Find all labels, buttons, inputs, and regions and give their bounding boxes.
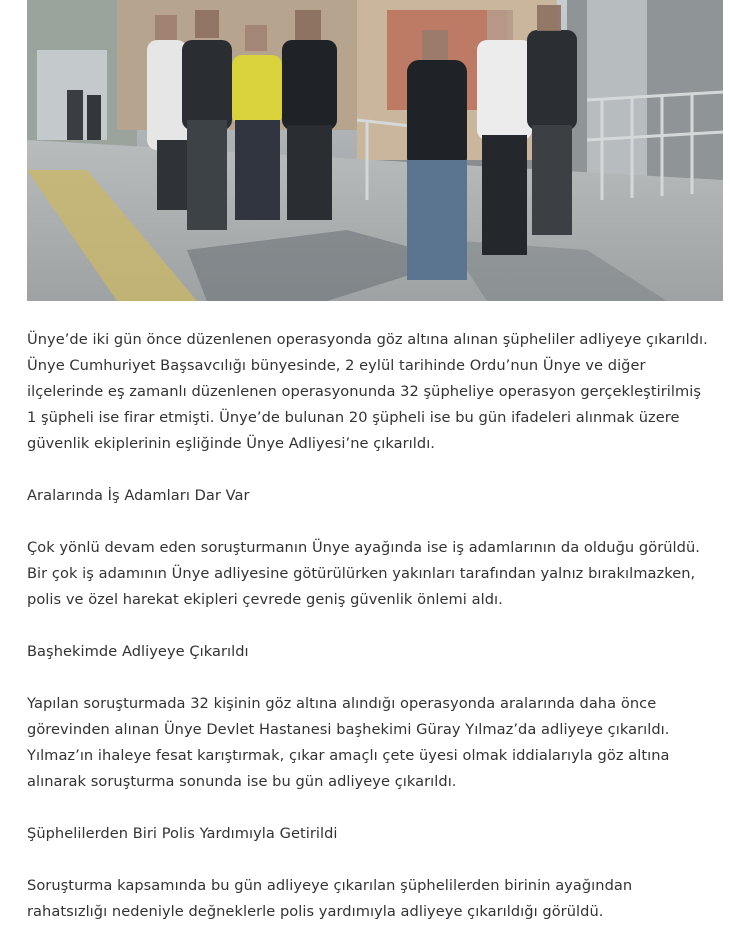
paragraph-line: Yılmaz’ın ihaleye fesat karıştırmak, çıkar amaçlı çete üyesi olmak iddialarıyla göz altına xyxy=(27,747,670,764)
article-subheading-police xyxy=(27,821,727,847)
paragraph-line: Ünye’de iki gün önce düzenlenen operasyonda göz altına alınan şüpheliler adliyeye çıkarıldı. xyxy=(27,331,708,348)
article-subheading-business xyxy=(27,483,727,509)
article-paragraph-chief xyxy=(27,691,727,795)
subheading-line: Şüphelilerden Biri Polis Yardımıyla Getirildi xyxy=(27,825,338,842)
paragraph-line: Bir çok iş adamının Ünye adliyesine götürülürken yakınları tarafından yalnız bırakılmazken, xyxy=(27,565,696,582)
article-body xyxy=(27,327,727,951)
paragraph-line: rahatsızlığı nedeniyle değneklerle polis yardımıyla adliyeye çıkarıldığı görüldü. xyxy=(27,903,604,920)
paragraph-line: 1 şüpheli ise firar etmişti. Ünye’de bulunan 20 şüpheli ise bu gün ifadeleri alınmak üzere xyxy=(27,409,680,426)
article-paragraph-business xyxy=(27,535,727,613)
article-paragraph-intro xyxy=(27,327,727,457)
article-subheading-chief xyxy=(27,639,727,665)
article-photo xyxy=(27,0,723,301)
paragraph-line: Soruşturma kapsamında bu gün adliyeye çıkarılan şüphelilerden birinin ayağından xyxy=(27,877,633,894)
paragraph-line: alınarak soruşturma sonunda ise bu gün adliyeye çıkarıldı. xyxy=(27,773,457,790)
paragraph-line: Çok yönlü devam eden soruşturmanın Ünye ayağında ise iş adamlarının da olduğu görüldü. xyxy=(27,539,700,556)
paragraph-line: Yapılan soruşturmada 32 kişinin göz altına alındığı operasyonda aralarında daha önce xyxy=(27,695,657,712)
paragraph-line: güvenlik ekiplerinin eşliğinde Ünye Adliyesi’ne çıkarıldı. xyxy=(27,435,435,452)
article-paragraph-police xyxy=(27,873,727,925)
paragraph-line: ilçelerinde eş zamanlı düzenlenen operasyonunda 32 şüpheliye operasyon gerçekleştirilmiş xyxy=(27,383,701,400)
paragraph-line: Ünye Cumhuriyet Başsavcılığı bünyesinde, 2 eylül tarihinde Ordu’nun Ünye ve diğer xyxy=(27,357,646,374)
subheading-line: Başhekimde Adliyeye Çıkarıldı xyxy=(27,643,249,660)
paragraph-line: polis ve özel harekat ekipleri çevrede geniş güvenlik önlemi aldı. xyxy=(27,591,503,608)
paragraph-line: görevinden alınan Ünye Devlet Hastanesi başhekimi Güray Yılmaz’da adliyeye çıkarıldı. xyxy=(27,721,670,738)
subheading-line: Aralarında İş Adamları Dar Var xyxy=(27,487,250,504)
